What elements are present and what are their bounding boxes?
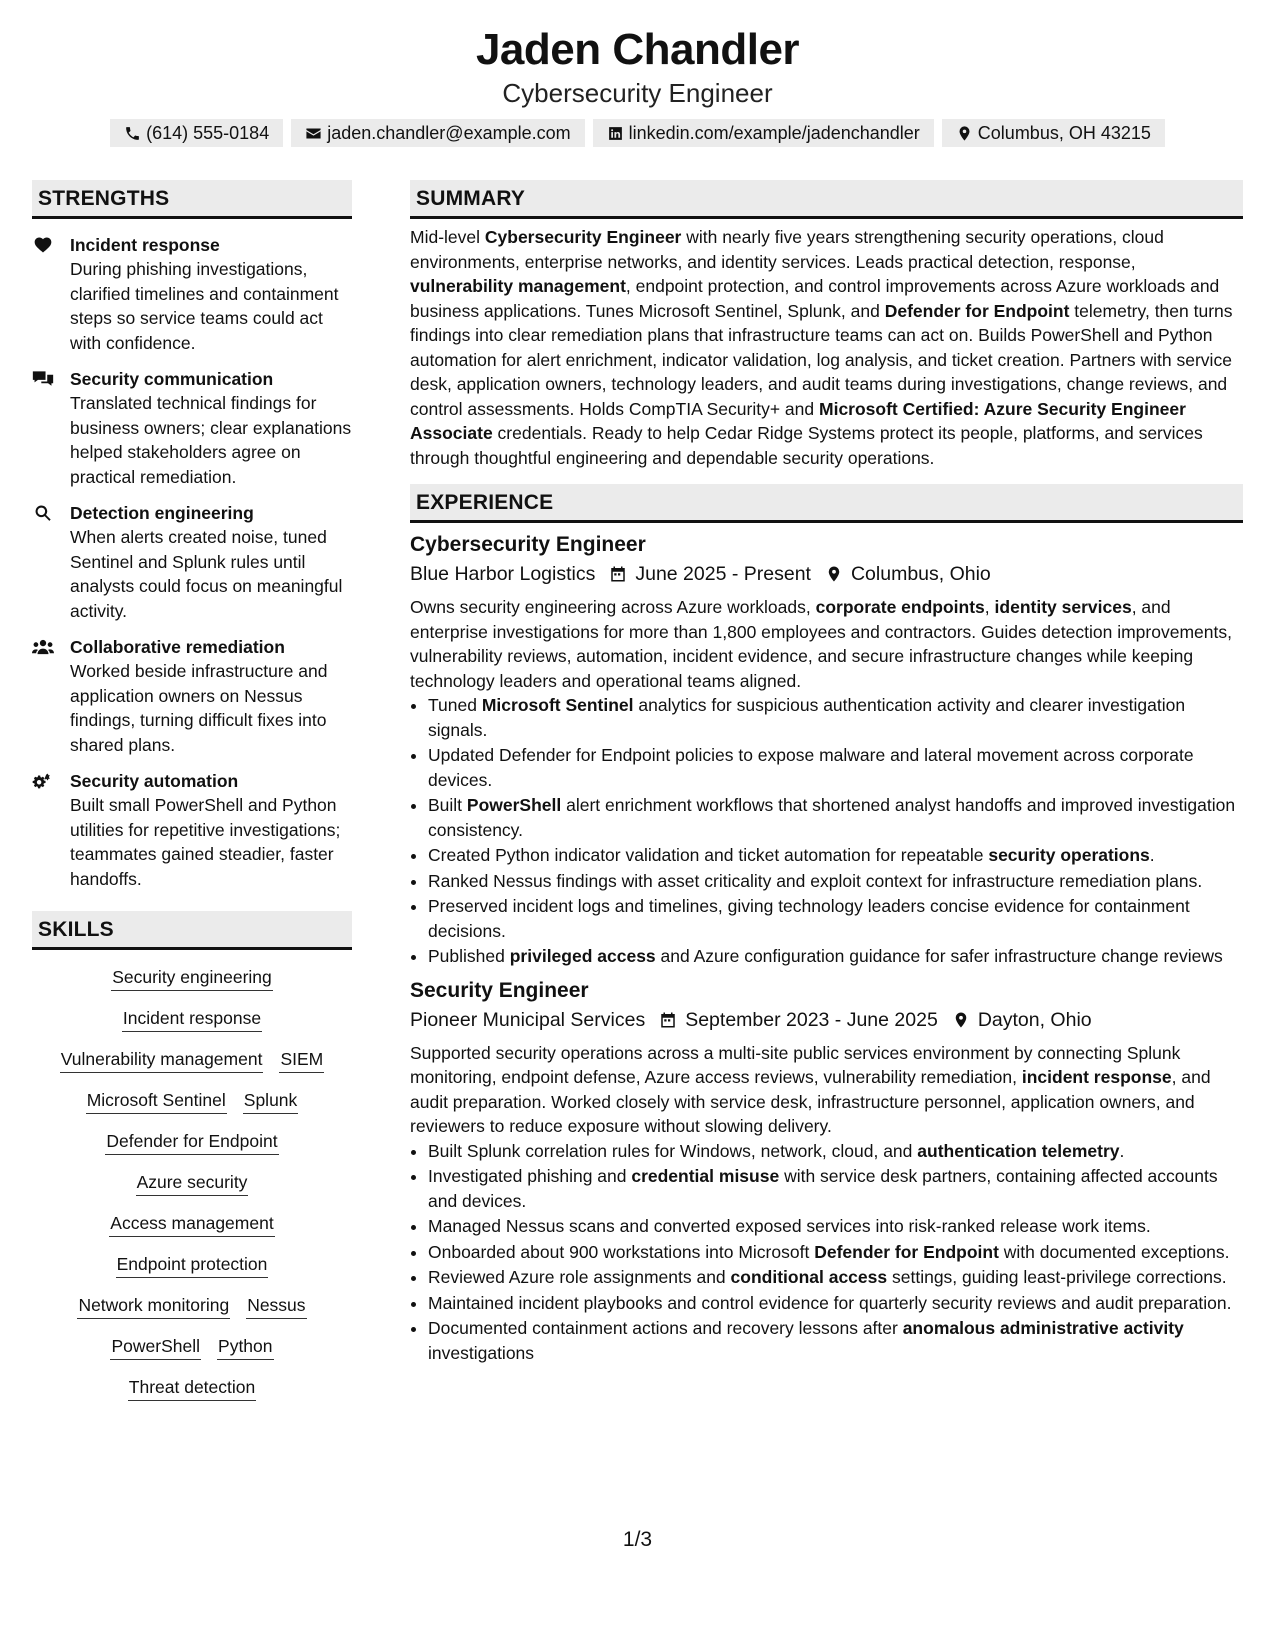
emphasis-text: privileged access xyxy=(509,946,656,966)
emphasis-text: Defender for Endpoint xyxy=(814,1241,999,1262)
skill-row xyxy=(32,1292,352,1319)
magnifier-icon xyxy=(32,503,54,523)
emphasis-text: vulnerability management xyxy=(410,276,626,296)
strength-desc: Built small PowerShell and Python utilities for repetitive investigations; teammates gained steadier, faster handoffs. xyxy=(70,795,341,889)
emphasis-text: Defender for Endpoint xyxy=(884,300,1070,321)
text-run: Reviewed Azure role assignments and xyxy=(428,1267,731,1287)
skill-row xyxy=(32,1169,352,1196)
envelope-icon xyxy=(305,125,322,142)
gears-icon xyxy=(32,771,54,791)
location-pin-icon xyxy=(825,565,843,583)
skill-row xyxy=(32,1251,352,1278)
emphasis-text: credential misuse xyxy=(631,1166,780,1186)
text-run: , and audit preparation. Worked closely with service desk, infrastructure personnel, application owners, and reviewers to reduce exposure without slowing delivery. xyxy=(410,1067,1211,1136)
skill-tag: Splunk xyxy=(243,1087,299,1114)
contact-text[interactable]: linkedin.com/example/jadenchandler xyxy=(628,123,920,143)
resume-header xyxy=(0,0,1275,147)
bullet-item xyxy=(428,1316,1243,1365)
skill-row xyxy=(32,1046,352,1073)
bullet-item xyxy=(428,869,1243,894)
strengths-list xyxy=(32,233,352,891)
bullet-item xyxy=(428,843,1243,868)
job-dates: September 2023 - June 2025 xyxy=(685,1008,938,1031)
emphasis-text: conditional access xyxy=(730,1267,888,1287)
skill-tag: Python xyxy=(217,1333,273,1360)
bullet-item xyxy=(428,793,1243,842)
contact-text: (614) 555-0184 xyxy=(146,123,270,143)
users-group-icon xyxy=(32,637,54,657)
text-run: Investigated phishing and xyxy=(428,1166,632,1186)
strength-title: Security automation xyxy=(70,771,239,791)
text-run: and Azure configuration guidance for safer infrastructure change reviews xyxy=(655,946,1223,966)
emphasis-text: security operations xyxy=(988,845,1150,865)
page-number: 1/3 xyxy=(622,1528,653,1551)
bullet-item xyxy=(428,1265,1243,1290)
job-location: Dayton, Ohio xyxy=(977,1008,1092,1031)
text-run: Built xyxy=(428,795,467,815)
text-run: , xyxy=(984,597,995,617)
bullet-item xyxy=(428,1291,1243,1316)
strength-desc: Worked beside infrastructure and application owners on Nessus findings, turning difficult fixes into shared plans. xyxy=(70,661,328,755)
location-pin-icon xyxy=(952,1011,970,1029)
candidate-name: Jaden Chandler xyxy=(475,25,800,74)
skill-tag: Azure security xyxy=(136,1169,249,1196)
job-company: Pioneer Municipal Services xyxy=(410,1008,646,1031)
candidate-title: Cybersecurity Engineer xyxy=(502,78,773,108)
strength-desc: When alerts created noise, tuned Sentinel and Splunk rules until analysts could focus on meaningful activity. xyxy=(70,527,343,621)
strength-item xyxy=(32,501,352,623)
skill-tag: Vulnerability management xyxy=(60,1046,264,1073)
experience-heading: EXPERIENCE xyxy=(410,484,1243,523)
text-run: Preserved incident logs and timelines, giving technology leaders concise evidence for containment decisions. xyxy=(428,896,1190,941)
left-column xyxy=(32,180,352,1415)
strength-title: Security communication xyxy=(70,369,274,389)
skill-row xyxy=(32,1128,352,1155)
job-company: Blue Harbor Logistics xyxy=(410,563,596,585)
strength-title: Collaborative remediation xyxy=(70,637,285,657)
text-run: with documented exceptions. xyxy=(998,1241,1230,1262)
bullet-item xyxy=(428,1164,1243,1213)
text-run: Mid-level xyxy=(410,227,485,247)
bullet-item xyxy=(428,743,1243,792)
skill-tag: SIEM xyxy=(279,1046,324,1073)
bullet-item xyxy=(428,944,1243,969)
emphasis-text: anomalous administrative activity xyxy=(902,1318,1184,1338)
skill-tag: Network monitoring xyxy=(77,1292,230,1319)
linkedin-icon xyxy=(607,125,624,142)
job-description xyxy=(410,595,1243,693)
skill-tag: Incident response xyxy=(122,1005,262,1032)
chat-bubbles-icon xyxy=(32,369,54,389)
phone-icon xyxy=(124,125,141,142)
job-entry xyxy=(410,531,1243,969)
job-bullets xyxy=(410,693,1243,969)
contact-phone xyxy=(110,119,283,147)
job-bullets xyxy=(410,1139,1243,1366)
text-run: Supported security operations across a multi-site public services environment by connecting Splunk monitoring, endpoint defense, Azure access reviews, vulnerability remediation, xyxy=(410,1042,1181,1087)
text-run: Documented containment actions and recovery lessons after xyxy=(428,1318,903,1338)
text-run: Managed Nessus scans and converted exposed services into risk-ranked release work items. xyxy=(428,1216,1151,1236)
skill-row xyxy=(32,1374,352,1401)
summary-text xyxy=(410,225,1243,470)
skill-tag: Microsoft Sentinel xyxy=(86,1087,227,1114)
text-run: Built Splunk correlation rules for Windows, network, cloud, and xyxy=(428,1140,918,1161)
text-run: Created Python indicator validation and ticket automation for repeatable xyxy=(428,845,989,865)
heart-icon xyxy=(32,235,54,255)
skill-row xyxy=(32,1333,352,1360)
strengths-heading: STRENGTHS xyxy=(32,180,352,219)
bullet-item xyxy=(428,894,1243,943)
emphasis-text: PowerShell xyxy=(466,795,562,815)
text-run: . xyxy=(1119,1140,1125,1161)
skill-row xyxy=(32,964,352,991)
skill-tag: Access management xyxy=(109,1210,274,1237)
strength-title: Detection engineering xyxy=(70,503,254,523)
emphasis-text: incident response xyxy=(1021,1067,1172,1087)
skill-tag: PowerShell xyxy=(110,1333,201,1360)
skill-tag: Threat detection xyxy=(128,1374,256,1401)
text-run: with service desk partners, containing affected accounts and devices. xyxy=(428,1166,1218,1211)
skill-row xyxy=(32,1005,352,1032)
strength-item xyxy=(32,769,352,891)
text-run: , and enterprise investigations for more than 1,800 employees and contractors. Guides detection improvements, vulnerability reviews, automation, incident evidence, and secure infrastructure changes while keeping technology leaders and operational teams aligned. xyxy=(410,597,1232,691)
calendar-icon xyxy=(659,1011,677,1029)
emphasis-text: Cybersecurity Engineer xyxy=(484,227,682,247)
text-run: with nearly five years strengthening security operations, cloud environments, enterprise networks, and identity services. Leads practical detection, response, xyxy=(410,227,1164,272)
strength-desc: Translated technical findings for business owners; clear explanations helped stakeholders agree on practical remediation. xyxy=(70,393,352,487)
text-run: , endpoint protection, and control improvements across Azure workloads and business applications. Tunes Microsoft Sentinel, Splunk, and xyxy=(410,276,1220,321)
calendar-icon xyxy=(609,565,627,583)
job-description xyxy=(410,1041,1243,1139)
strength-item xyxy=(32,635,352,757)
emphasis-text: Microsoft Certified: Azure Security Engineer Associate xyxy=(410,398,1186,443)
emphasis-text: identity services xyxy=(994,597,1132,617)
job-entry xyxy=(410,977,1243,1366)
strength-item xyxy=(32,233,352,355)
contact-bar xyxy=(0,119,1275,147)
bullet-item xyxy=(428,1214,1243,1239)
summary-heading: SUMMARY xyxy=(410,180,1243,219)
job-title: Cybersecurity Engineer xyxy=(410,533,646,556)
bullet-item xyxy=(428,1139,1243,1164)
text-run: Ranked Nessus findings with asset criticality and exploit context for infrastructure remediation plans. xyxy=(428,870,1203,891)
skill-tag: Security engineering xyxy=(111,964,273,991)
bullet-item xyxy=(428,1240,1243,1265)
text-run: Tuned xyxy=(428,695,482,715)
contact-text: Columbus, OH 43215 xyxy=(977,123,1151,143)
text-run: Published xyxy=(428,946,510,966)
text-run: alert enrichment workflows that shortened analyst handoffs and improved investigation consistency. xyxy=(428,795,1236,840)
right-column xyxy=(410,180,1243,1415)
contact-linkedin[interactable] xyxy=(593,119,934,147)
location-pin-icon xyxy=(956,125,973,142)
strength-item xyxy=(32,367,352,489)
job-location: Columbus, Ohio xyxy=(850,563,991,585)
text-run: Updated Defender for Endpoint policies to expose malware and lateral movement across corporate devices. xyxy=(428,745,1194,790)
resume-body xyxy=(32,180,1243,1415)
bullet-item xyxy=(428,693,1243,742)
skills-heading: SKILLS xyxy=(32,911,352,950)
text-run: investigations xyxy=(428,1342,535,1363)
text-run: analytics for suspicious authentication activity and clearer investigation signals. xyxy=(428,695,1186,740)
text-run: settings, guiding least-privilege corrections. xyxy=(887,1267,1227,1287)
text-run: telemetry, then turns findings into clear remediation plans that infrastructure teams can act on. Builds PowerShell and Python automation for alert enrichment, indicator validation, log analysis, and ticket creation. Partners with service desk, application owners, technology leaders, and audit teams during investigations, change reviews, and control assessments. Holds CompTIA Security+ and xyxy=(410,300,1233,419)
text-run: credentials. Ready to help Cedar Ridge Systems protect its people, platforms, and services through thoughtful engineering and dependable security operations. xyxy=(410,423,1203,468)
emphasis-text: corporate endpoints xyxy=(815,597,985,617)
skill-tag: Defender for Endpoint xyxy=(105,1128,278,1155)
text-run: . xyxy=(1149,845,1155,865)
emphasis-text: Microsoft Sentinel xyxy=(481,695,634,715)
job-meta xyxy=(410,559,1243,589)
contact-location xyxy=(942,119,1165,147)
strength-desc: During phishing investigations, clarified timelines and containment steps so service teams could act with confidence. xyxy=(70,259,339,353)
skill-row xyxy=(32,1210,352,1237)
contact-text[interactable]: jaden.chandler@example.com xyxy=(327,123,571,143)
strength-title: Incident response xyxy=(70,235,220,255)
emphasis-text: authentication telemetry xyxy=(917,1140,1120,1161)
text-run: Onboarded about 900 workstations into Microsoft xyxy=(428,1241,815,1262)
contact-email[interactable] xyxy=(291,119,584,147)
job-title: Security Engineer xyxy=(410,978,589,1002)
skills-list xyxy=(32,964,352,1401)
skill-tag: Endpoint protection xyxy=(116,1251,269,1278)
text-run: Maintained incident playbooks and control evidence for quarterly security reviews and audit preparation. xyxy=(428,1292,1232,1313)
job-meta xyxy=(410,1005,1243,1035)
job-dates: June 2025 - Present xyxy=(635,563,811,585)
skill-row xyxy=(32,1087,352,1114)
skill-tag: Nessus xyxy=(246,1292,306,1319)
text-run: Owns security engineering across Azure workloads, xyxy=(410,597,816,617)
